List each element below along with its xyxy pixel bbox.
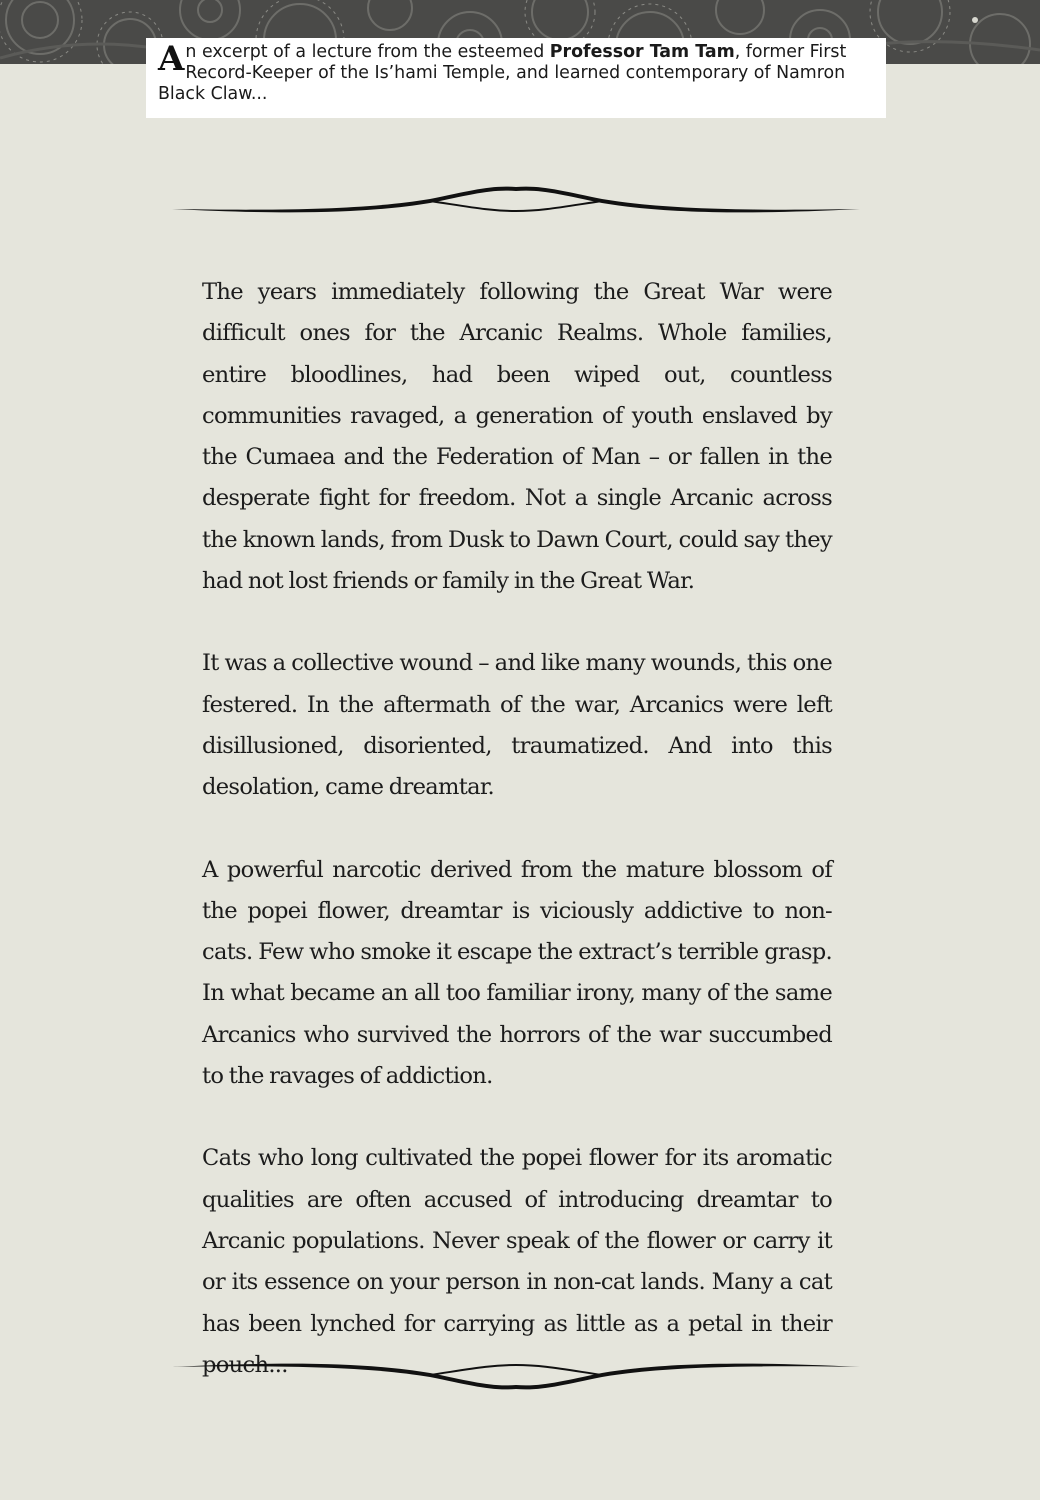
intro-caption [146,38,886,118]
paragraph-2: It was a collective wound – and like many wounds, this one festered. In the aftermath of the war, Arcanics were left disillusioned, disoriented, traumatized. And into this desolation, came dreamtar. [202,650,832,801]
intro-text-before: n excerpt of a lecture from the esteemed [185,42,550,62]
paragraph-3: A powerful narcotic derived from the mature blossom of the popei flower, dreamtar is viciously addictive to non-cats. Few who smoke it escape the extract’s terrible grasp. In what became an all too familiar irony, many of the same Arcanics who survived the horrors of the war succumbed to the ravages of addiction. [202,856,832,1090]
paragraph-4: Cats who long cultivated the popei flower for its aromatic qualities are often accused of introducing dreamtar to Arcanic populations. Never speak of the flower or carry it or its essence on your person in non-cat lands. Many a cat has been lynched for carrying as little as a petal in their pouch... [202,1145,832,1378]
intro-text-after: , former First Record-Keeper of the Is’hami Temple, and learned contemporary of Namron Black Claw... [158,42,847,104]
drop-cap: A [158,39,184,79]
ornamental-divider-top [170,185,862,225]
article-body [202,272,832,1427]
paragraph-1: The years immediately following the Great War were difficult ones for the Arcanic Realms. Whole families, entire bloodlines, had been wiped out, countless communities ravaged, a generation of youth enslaved by the Cumaea and the Federation of Man – or fallen in the desperate fight for freedom. Not a single Arcanic across the known lands, from Dusk to Dawn Court, could say they had not lost friends or family in the Great War. [202,279,832,595]
speaker-name: Professor Tam Tam [549,42,735,62]
ornamental-divider-bottom [170,1351,862,1391]
